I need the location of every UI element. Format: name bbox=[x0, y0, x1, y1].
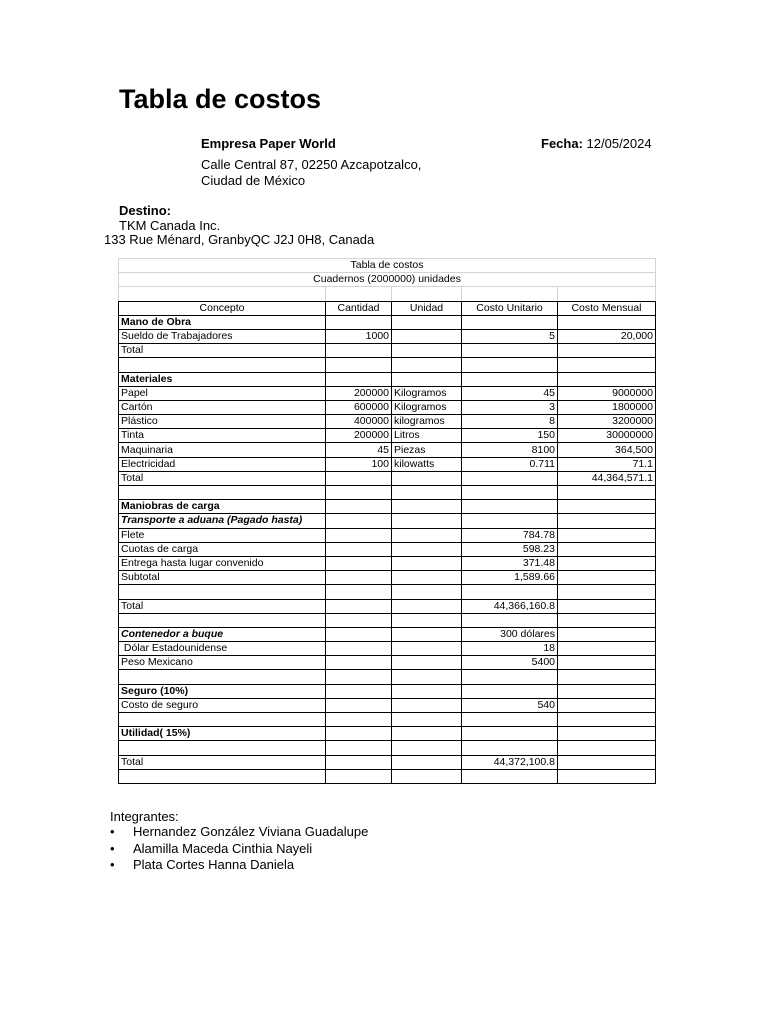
costo-mensual-cell bbox=[558, 741, 656, 755]
cantidad-cell bbox=[326, 642, 392, 656]
costo-unitario-cell: 18 bbox=[462, 642, 558, 656]
costo-unitario-cell bbox=[462, 769, 558, 783]
concepto-cell: Subtotal bbox=[119, 571, 326, 585]
costo-unitario-cell bbox=[462, 372, 558, 386]
concepto-cell bbox=[119, 769, 326, 783]
cantidad-cell bbox=[326, 727, 392, 741]
costo-unitario-cell: 784.78 bbox=[462, 528, 558, 542]
unidad-cell bbox=[392, 471, 462, 485]
costo-unitario-cell: 540 bbox=[462, 698, 558, 712]
unidad-cell: Kilogramos bbox=[392, 386, 462, 400]
cantidad-cell bbox=[326, 372, 392, 386]
table-row bbox=[119, 514, 656, 528]
table-row bbox=[119, 585, 656, 599]
costo-mensual-cell: 3200000 bbox=[558, 415, 656, 429]
costo-mensual-cell bbox=[558, 315, 656, 329]
table-row bbox=[119, 528, 656, 542]
cantidad-cell bbox=[326, 656, 392, 670]
costo-mensual-cell: 364,500 bbox=[558, 443, 656, 457]
unidad-cell bbox=[392, 329, 462, 343]
table-subtitle-row bbox=[119, 273, 656, 287]
table-row bbox=[119, 684, 656, 698]
column-header-unidad: Unidad bbox=[392, 301, 462, 315]
cantidad-cell bbox=[326, 627, 392, 641]
concepto-cell bbox=[119, 670, 326, 684]
costo-mensual-cell bbox=[558, 613, 656, 627]
table-row bbox=[119, 372, 656, 386]
costo-mensual-cell: 9000000 bbox=[558, 386, 656, 400]
column-header-costo-mensual: Costo Mensual bbox=[558, 301, 656, 315]
costo-mensual-cell bbox=[558, 358, 656, 372]
cantidad-cell bbox=[326, 514, 392, 528]
cantidad-cell: 400000 bbox=[326, 415, 392, 429]
unidad-cell bbox=[392, 585, 462, 599]
unidad-cell bbox=[392, 571, 462, 585]
costo-unitario-cell bbox=[462, 670, 558, 684]
cantidad-cell bbox=[326, 741, 392, 755]
unidad-cell bbox=[392, 556, 462, 570]
costo-mensual-cell bbox=[558, 486, 656, 500]
cantidad-cell bbox=[326, 344, 392, 358]
cantidad-cell bbox=[326, 599, 392, 613]
table-row bbox=[119, 415, 656, 429]
costo-mensual-cell bbox=[558, 514, 656, 528]
costo-unitario-cell bbox=[462, 344, 558, 358]
costo-unitario-cell: 371.48 bbox=[462, 556, 558, 570]
cantidad-cell bbox=[326, 613, 392, 627]
concepto-cell: Utilidad( 15%) bbox=[119, 727, 326, 741]
table-row bbox=[119, 642, 656, 656]
table-row bbox=[119, 613, 656, 627]
table-row bbox=[119, 329, 656, 343]
page-title: Tabla de costos bbox=[119, 84, 322, 114]
costo-mensual-cell: 20,000 bbox=[558, 329, 656, 343]
costo-mensual-cell bbox=[558, 528, 656, 542]
table-row bbox=[119, 358, 656, 372]
table-row bbox=[119, 727, 656, 741]
members-list bbox=[110, 824, 368, 874]
concepto-cell: Entrega hasta lugar convenido bbox=[119, 556, 326, 570]
concepto-cell: Transporte a aduana (Pagado hasta) bbox=[119, 514, 326, 528]
unidad-cell: kilogramos bbox=[392, 415, 462, 429]
costo-unitario-cell: 150 bbox=[462, 429, 558, 443]
table-row bbox=[119, 713, 656, 727]
costo-unitario-cell: 5 bbox=[462, 329, 558, 343]
concepto-cell: Seguro (10%) bbox=[119, 684, 326, 698]
concepto-cell: Mano de Obra bbox=[119, 315, 326, 329]
unidad-cell bbox=[392, 486, 462, 500]
unidad-cell bbox=[392, 755, 462, 769]
unidad-cell bbox=[392, 684, 462, 698]
table-row bbox=[119, 698, 656, 712]
unidad-cell bbox=[392, 358, 462, 372]
concepto-cell bbox=[119, 713, 326, 727]
concepto-cell bbox=[119, 741, 326, 755]
costo-mensual-cell bbox=[558, 642, 656, 656]
concepto-cell bbox=[119, 585, 326, 599]
table-row bbox=[119, 656, 656, 670]
cantidad-cell bbox=[326, 315, 392, 329]
table-row bbox=[119, 429, 656, 443]
concepto-cell: Cartón bbox=[119, 400, 326, 414]
concepto-cell: Materiales bbox=[119, 372, 326, 386]
company-address-line-1: Calle Central 87, 02250 Azcapotzalco, bbox=[201, 157, 422, 172]
table-row bbox=[119, 443, 656, 457]
cantidad-cell: 600000 bbox=[326, 400, 392, 414]
concepto-cell: Cuotas de carga bbox=[119, 542, 326, 556]
concepto-cell: Total bbox=[119, 599, 326, 613]
unidad-cell bbox=[392, 698, 462, 712]
costo-unitario-cell: 45 bbox=[462, 386, 558, 400]
concepto-cell: Maniobras de carga bbox=[119, 500, 326, 514]
costo-mensual-cell: 30000000 bbox=[558, 429, 656, 443]
costo-unitario-cell bbox=[462, 684, 558, 698]
costo-mensual-cell bbox=[558, 670, 656, 684]
table-title-row bbox=[119, 259, 656, 273]
unidad-cell bbox=[392, 500, 462, 514]
cantidad-cell: 100 bbox=[326, 457, 392, 471]
concepto-cell: Total bbox=[119, 471, 326, 485]
table-cell bbox=[462, 287, 558, 301]
destination-name: TKM Canada Inc. bbox=[119, 218, 221, 233]
cantidad-cell: 1000 bbox=[326, 329, 392, 343]
cantidad-cell bbox=[326, 542, 392, 556]
cantidad-cell bbox=[326, 698, 392, 712]
table-row bbox=[119, 315, 656, 329]
table-row bbox=[119, 741, 656, 755]
concepto-cell: Maquinaria bbox=[119, 443, 326, 457]
table-row bbox=[119, 627, 656, 641]
table-row bbox=[119, 386, 656, 400]
cantidad-cell: 45 bbox=[326, 443, 392, 457]
unidad-cell bbox=[392, 741, 462, 755]
unidad-cell bbox=[392, 542, 462, 556]
table-row bbox=[119, 755, 656, 769]
unidad-cell bbox=[392, 713, 462, 727]
unidad-cell bbox=[392, 769, 462, 783]
costo-unitario-cell: 44,366,160.8 bbox=[462, 599, 558, 613]
table-row bbox=[119, 500, 656, 514]
cost-table bbox=[118, 258, 656, 784]
cantidad-cell bbox=[326, 471, 392, 485]
table-row bbox=[119, 486, 656, 500]
costo-mensual-cell bbox=[558, 727, 656, 741]
cantidad-cell bbox=[326, 769, 392, 783]
table-cell bbox=[558, 287, 656, 301]
costo-unitario-cell: 0.711 bbox=[462, 457, 558, 471]
table-spacer-row bbox=[119, 287, 656, 301]
company-address-line-2: Ciudad de México bbox=[201, 173, 306, 188]
table-row bbox=[119, 457, 656, 471]
list-item: • Hernandez González Viviana Guadalupe bbox=[110, 824, 368, 841]
costo-unitario-cell: 5400 bbox=[462, 656, 558, 670]
table-row bbox=[119, 599, 656, 613]
unidad-cell bbox=[392, 670, 462, 684]
cantidad-cell bbox=[326, 486, 392, 500]
concepto-cell bbox=[119, 613, 326, 627]
unidad-cell bbox=[392, 727, 462, 741]
concepto-cell: Plástico bbox=[119, 415, 326, 429]
unidad-cell bbox=[392, 514, 462, 528]
cantidad-cell bbox=[326, 684, 392, 698]
concepto-cell: Papel bbox=[119, 386, 326, 400]
date-value: 12/05/2024 bbox=[586, 136, 652, 151]
costo-unitario-cell bbox=[462, 741, 558, 755]
column-header-costo-unitario: Costo Unitario bbox=[462, 301, 558, 315]
concepto-cell bbox=[119, 486, 326, 500]
costo-unitario-cell: 44,372,100.8 bbox=[462, 755, 558, 769]
costo-mensual-cell bbox=[558, 372, 656, 386]
unidad-cell bbox=[392, 528, 462, 542]
costo-mensual-cell: 1800000 bbox=[558, 400, 656, 414]
cantidad-cell bbox=[326, 528, 392, 542]
unidad-cell bbox=[392, 315, 462, 329]
costo-unitario-cell: 1,589.66 bbox=[462, 571, 558, 585]
costo-unitario-cell bbox=[462, 358, 558, 372]
cantidad-cell bbox=[326, 755, 392, 769]
costo-mensual-cell bbox=[558, 755, 656, 769]
cantidad-cell bbox=[326, 358, 392, 372]
costo-unitario-cell bbox=[462, 315, 558, 329]
list-item: • Alamilla Maceda Cinthia Nayeli bbox=[110, 841, 368, 858]
table-row bbox=[119, 769, 656, 783]
concepto-cell: Dólar Estadounidense bbox=[119, 642, 326, 656]
costo-mensual-cell bbox=[558, 769, 656, 783]
costo-unitario-cell: 3 bbox=[462, 400, 558, 414]
costo-unitario-cell: 598.23 bbox=[462, 542, 558, 556]
column-header-concepto: Concepto bbox=[119, 301, 326, 315]
costo-mensual-cell bbox=[558, 698, 656, 712]
table-row bbox=[119, 556, 656, 570]
costo-mensual-cell bbox=[558, 500, 656, 514]
date-label: Fecha: bbox=[541, 136, 583, 151]
concepto-cell: Flete bbox=[119, 528, 326, 542]
table-header-row bbox=[119, 301, 656, 315]
table-row bbox=[119, 571, 656, 585]
unidad-cell bbox=[392, 656, 462, 670]
list-item: • Plata Cortes Hanna Daniela bbox=[110, 857, 368, 874]
unidad-cell bbox=[392, 613, 462, 627]
costo-unitario-cell: 8 bbox=[462, 415, 558, 429]
concepto-cell: Costo de seguro bbox=[119, 698, 326, 712]
concepto-cell: Total bbox=[119, 755, 326, 769]
costo-mensual-cell bbox=[558, 713, 656, 727]
destination-address: 133 Rue Ménard, GranbyQC J2J 0H8, Canada bbox=[104, 232, 375, 247]
costo-unitario-cell bbox=[462, 727, 558, 741]
costo-mensual-cell: 44,364,571.1 bbox=[558, 471, 656, 485]
table-subtitle: Cuadernos (2000000) unidades bbox=[119, 273, 656, 287]
table-cell bbox=[392, 287, 462, 301]
costo-mensual-cell bbox=[558, 627, 656, 641]
costo-mensual-cell bbox=[558, 684, 656, 698]
costo-mensual-cell bbox=[558, 556, 656, 570]
concepto-cell bbox=[119, 358, 326, 372]
table-row bbox=[119, 471, 656, 485]
concepto-cell: Tinta bbox=[119, 429, 326, 443]
table-row bbox=[119, 400, 656, 414]
table-row bbox=[119, 542, 656, 556]
table-row bbox=[119, 344, 656, 358]
concepto-cell: Electricidad bbox=[119, 457, 326, 471]
unidad-cell: Kilogramos bbox=[392, 400, 462, 414]
costo-unitario-cell bbox=[462, 713, 558, 727]
costo-unitario-cell: 8100 bbox=[462, 443, 558, 457]
costo-mensual-cell bbox=[558, 344, 656, 358]
unidad-cell bbox=[392, 372, 462, 386]
cantidad-cell bbox=[326, 585, 392, 599]
costo-unitario-cell: 300 dólares bbox=[462, 627, 558, 641]
unidad-cell bbox=[392, 627, 462, 641]
cantidad-cell bbox=[326, 713, 392, 727]
company-name: Empresa Paper World bbox=[201, 136, 336, 151]
concepto-cell: Total bbox=[119, 344, 326, 358]
members-label: Integrantes: bbox=[110, 809, 179, 824]
unidad-cell bbox=[392, 344, 462, 358]
costo-mensual-cell bbox=[558, 599, 656, 613]
unidad-cell bbox=[392, 642, 462, 656]
costo-unitario-cell bbox=[462, 585, 558, 599]
cantidad-cell bbox=[326, 556, 392, 570]
unidad-cell bbox=[392, 599, 462, 613]
table-cell bbox=[119, 287, 326, 301]
unidad-cell: Litros bbox=[392, 429, 462, 443]
costo-unitario-cell bbox=[462, 514, 558, 528]
unidad-cell: kilowatts bbox=[392, 457, 462, 471]
concepto-cell: Sueldo de Trabajadores bbox=[119, 329, 326, 343]
costo-mensual-cell bbox=[558, 571, 656, 585]
costo-mensual-cell bbox=[558, 585, 656, 599]
cantidad-cell: 200000 bbox=[326, 386, 392, 400]
table-cell bbox=[326, 287, 392, 301]
costo-mensual-cell bbox=[558, 656, 656, 670]
table-row bbox=[119, 670, 656, 684]
cantidad-cell bbox=[326, 500, 392, 514]
concepto-cell: Peso Mexicano bbox=[119, 656, 326, 670]
concepto-cell: Contenedor a buque bbox=[119, 627, 326, 641]
costo-mensual-cell: 71.1 bbox=[558, 457, 656, 471]
column-header-cantidad: Cantidad bbox=[326, 301, 392, 315]
costo-unitario-cell bbox=[462, 500, 558, 514]
cantidad-cell: 200000 bbox=[326, 429, 392, 443]
costo-unitario-cell bbox=[462, 613, 558, 627]
cantidad-cell bbox=[326, 670, 392, 684]
unidad-cell: Piezas bbox=[392, 443, 462, 457]
costo-unitario-cell bbox=[462, 471, 558, 485]
costo-mensual-cell bbox=[558, 542, 656, 556]
costo-unitario-cell bbox=[462, 486, 558, 500]
destination-label: Destino: bbox=[119, 203, 171, 218]
date bbox=[541, 136, 652, 151]
cantidad-cell bbox=[326, 571, 392, 585]
table-title: Tabla de costos bbox=[119, 259, 656, 273]
